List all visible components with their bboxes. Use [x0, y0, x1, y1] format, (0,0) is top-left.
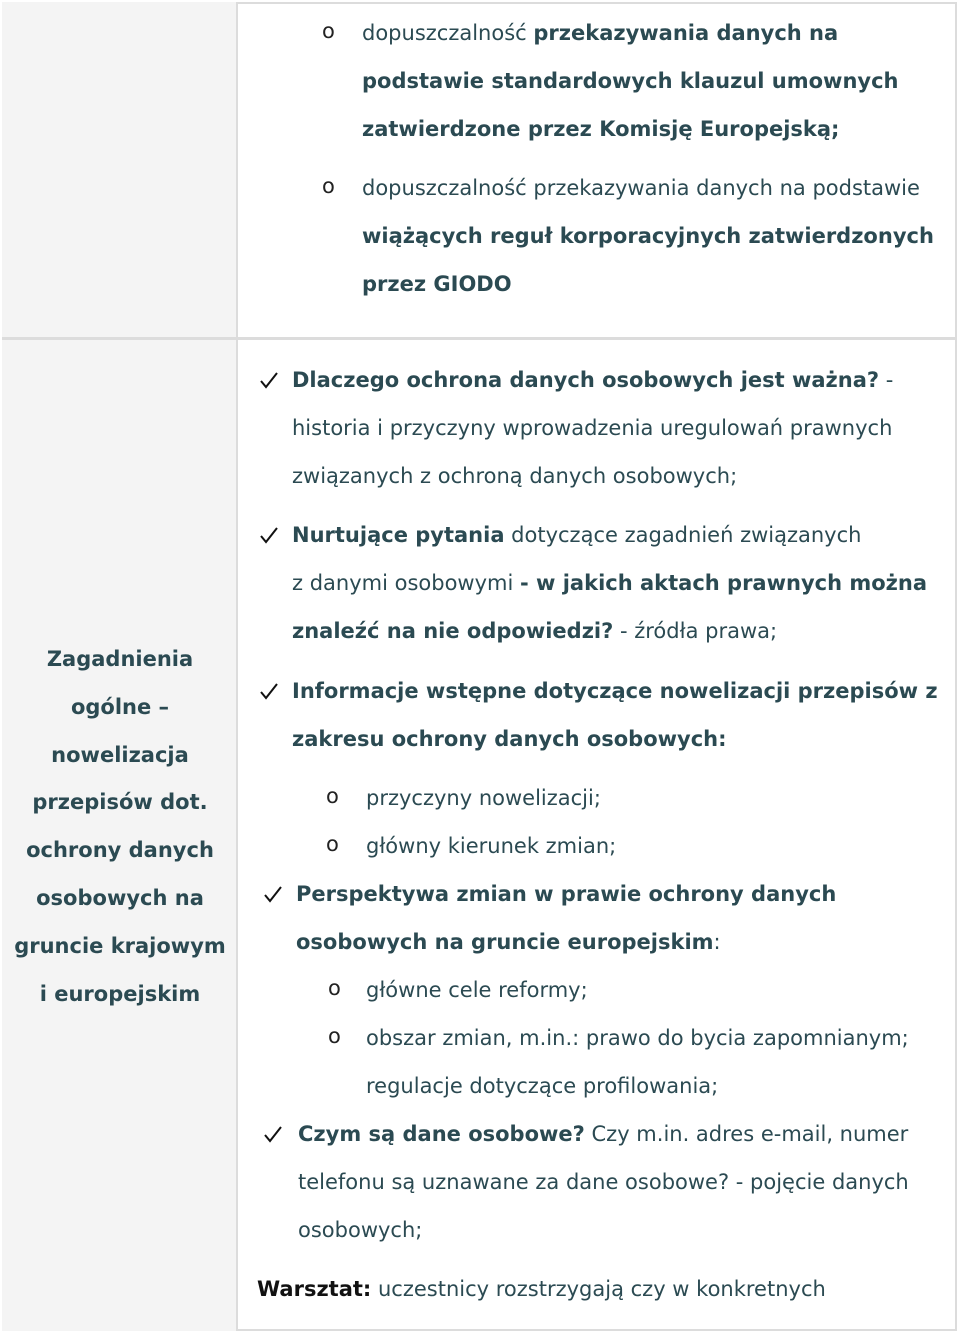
sub-bullet-marker: o — [328, 1024, 341, 1048]
item-1-line3: związanych z ochroną danych osobowych; — [292, 464, 738, 488]
item-2-line2: z danymi osobowymi - w jakich aktach prawnych można — [292, 571, 927, 595]
topic-line: osobowych na — [36, 885, 204, 910]
top-bullet-2: dopuszczalność przekazywania danych na podstawie — [362, 176, 920, 200]
item-1-line2: historia i przyczyny wprowadzenia uregulowań prawnych — [292, 416, 893, 440]
item-5: Czym są dane osobowe? Czy m.in. adres e-mail, numer — [298, 1122, 909, 1146]
item-4-sub-1: główne cele reformy; — [366, 978, 588, 1002]
topic-line: nowelizacja — [51, 742, 189, 767]
item-4-line2: osobowych na gruncie europejskim: — [296, 930, 721, 954]
checkmark-icon — [258, 680, 280, 702]
item-2: Nurtujące pytania dotyczące zagadnień związanych — [292, 523, 862, 547]
item-4-sub-2: obszar zmian, m.in.: prawo do bycia zapomnianym; — [366, 1026, 909, 1050]
workshop-line: Warsztat: uczestnicy rozstrzygają czy w konkretnych — [257, 1277, 826, 1301]
top-bullet-2-line3: przez GIODO — [362, 272, 512, 296]
item-2-line3: znaleźć na nie odpowiedzi? - źródła prawa; — [292, 619, 778, 643]
topic-line: ochrony danych — [26, 838, 214, 863]
topic-line: ogólne – — [70, 694, 170, 719]
topic-line: Zagadnienia — [46, 647, 194, 671]
sub-bullet-marker: o — [322, 174, 335, 198]
top-bullet-1: dopuszczalność przekazywania danych na — [362, 21, 839, 45]
row-divider — [2, 337, 957, 340]
topic-line: i europejskim — [39, 981, 201, 1006]
checkmark-icon — [262, 883, 284, 905]
checkmark-icon — [262, 1123, 284, 1145]
item-5-line3: osobowych; — [298, 1218, 423, 1242]
item-4: Perspektywa zmian w prawie ochrony danych — [296, 882, 837, 906]
sub-bullet-marker: o — [326, 832, 339, 856]
top-bullet-1-line3: zatwierdzone przez Komisję Europejską; — [362, 117, 840, 141]
item-1: Dlaczego ochrona danych osobowych jest ważna? - — [292, 368, 894, 392]
item-3: Informacje wstępne dotyczące nowelizacji przepisów z — [292, 679, 938, 703]
sub-bullet-marker: o — [328, 976, 341, 1000]
item-3-sub-2: główny kierunek zmian; — [366, 834, 617, 858]
top-bullet-2-line2: wiążących reguł korporacyjnych zatwierdzonych — [362, 224, 934, 248]
sub-bullet-marker: o — [326, 784, 339, 808]
item-5-line2: telefonu są uznawane za dane osobowe? - pojęcie danych — [298, 1170, 909, 1194]
checkmark-icon — [258, 524, 280, 546]
item-3-line2: zakresu ochrony danych osobowych: — [292, 727, 727, 751]
top-bullet-1-line2: podstawie standardowych klauzul umownych — [362, 69, 899, 93]
topic-title — [4, 636, 236, 1018]
topic-line: gruncie krajowym — [14, 933, 226, 958]
checkmark-icon — [258, 369, 280, 391]
item-4-sub-2-cont: regulacje dotyczące profilowania; — [366, 1074, 719, 1098]
sub-bullet-marker: o — [322, 19, 335, 43]
topic-line: przepisów dot. — [32, 790, 208, 815]
item-3-sub-1: przyczyny nowelizacji; — [366, 786, 601, 810]
